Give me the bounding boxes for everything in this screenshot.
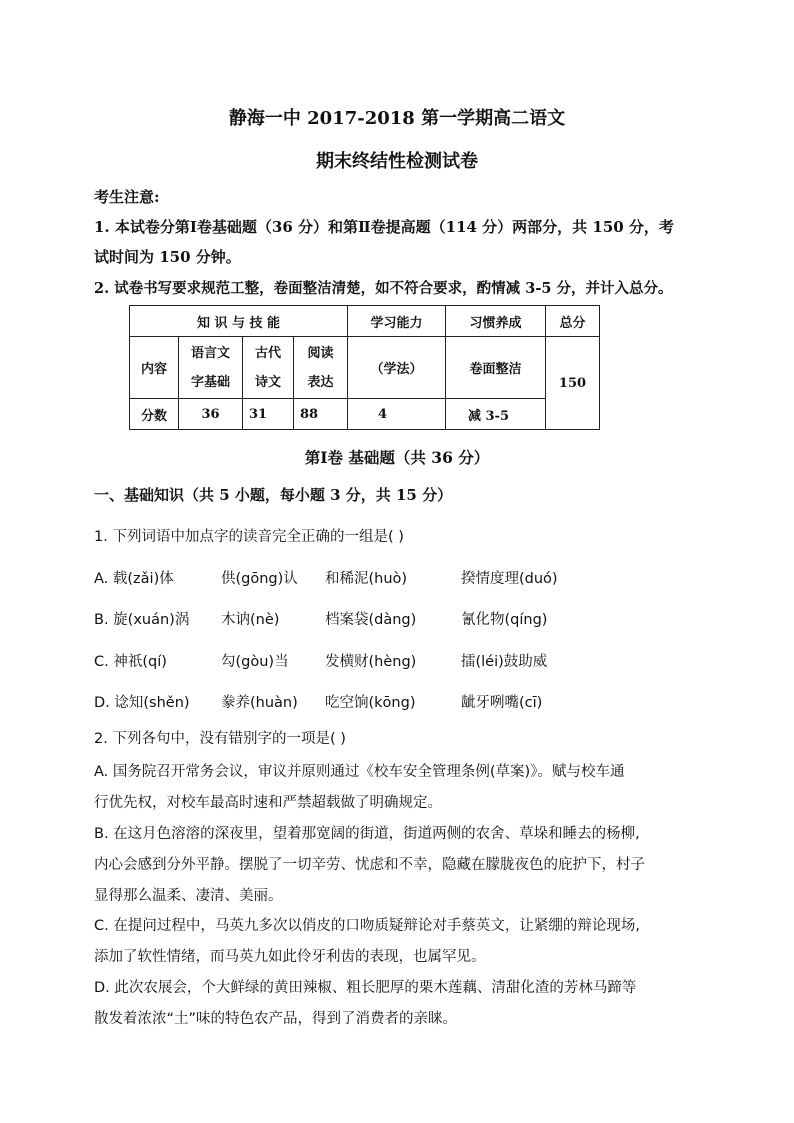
q1-d-item3: 吃空饷(kōng) <box>325 695 416 711</box>
header-total: 总分 <box>546 306 600 337</box>
part1-title: 一、基础知识（共 5 小题，每小题 3 分，共 15 分） <box>94 486 453 504</box>
content-reading-expression-line1: 阅读 <box>307 345 334 361</box>
score-language-basics: 36 <box>179 399 243 430</box>
q1-c-item3: 发横财(hèng) <box>325 654 417 670</box>
exam-title-line2: 期末终结性检测试卷 <box>316 151 478 172</box>
content-study-method: （学法） <box>348 337 446 399</box>
q2-c-line2: 添加了软性情绪，而马英九如此伶牙利齿的表现，也属罕见。 <box>94 949 486 965</box>
content-language-basics-line1: 语言文 <box>190 345 230 361</box>
content-reading-expression <box>294 337 348 399</box>
notice-item1-line1: 1. 本试卷分第Ⅰ卷基础题（36 分）和第Ⅱ卷提高题（114 分）两部分，共 150 分，考 <box>94 218 674 236</box>
row-label-content: 内容 <box>130 337 179 399</box>
q1-d-item1: D. 谂知(shěn) <box>94 695 190 711</box>
q1-b-item3: 档案袋(dàng) <box>325 612 417 628</box>
q1-a-item1: A. 载(zǎi)体 <box>94 571 174 587</box>
q1-b-item1: B. 旋(xuán)涡 <box>94 612 190 628</box>
score-classical-poetry: 31 <box>243 399 294 430</box>
row-label-score: 分数 <box>130 399 179 430</box>
score-neatness: 减 3-5 <box>446 399 546 430</box>
content-language-basics-line2: 字基础 <box>190 374 230 390</box>
header-knowledge: 知 识 与 技 能 <box>130 306 348 337</box>
q2-d-line1: D. 此次农展会，个大鲜绿的黄田辣椒、粗长肥厚的栗木莲藕、清甜化渣的芳林马蹄等 <box>94 980 637 996</box>
q1-a-item4: 揆情度理(duó) <box>461 571 558 587</box>
q1-d-item4: 龇牙咧嘴(cī) <box>461 695 543 711</box>
q1-c-item4: 擂(léi)鼓助威 <box>461 654 548 670</box>
q1-b-item2: 木讷(nè) <box>221 612 280 628</box>
q1-c-item2: 勾(gòu)当 <box>221 654 289 670</box>
content-neatness: 卷面整洁 <box>446 337 546 399</box>
total-score-value: 150 <box>546 337 600 430</box>
q1-a-item3: 和稀泥(huò) <box>325 571 408 587</box>
q2-b-line1: B. 在这月色溶溶的深夜里，望着那宽阔的街道，街道两侧的农舍、草垛和睡去的杨柳, <box>94 826 640 842</box>
q2-b-line3: 显得那么温柔、凄清、美丽。 <box>94 888 283 904</box>
content-classical-poetry <box>243 337 294 399</box>
content-reading-expression-line2: 表达 <box>307 374 334 390</box>
q2-stem: 2. 下列各句中，没有错别字的一项是( ) <box>94 731 346 747</box>
q2-a-line2: 行优先权，对校车最高时速和严禁超载做了明确规定。 <box>94 795 442 811</box>
exam-title-line1: 静海一中 2017-2018 第一学期高二语文 <box>228 108 566 129</box>
q1-b-item4: 氰化物(qíng) <box>461 612 548 628</box>
header-ability: 学习能力 <box>348 306 446 337</box>
notice-item2: 2. 试卷书写要求规范工整，卷面整洁清楚，如不符合要求，酌情减 3-5 分，并计入总分。 <box>94 280 673 297</box>
q2-d-line2: 散发着浓浓“土”味的特色农产品，得到了消费者的亲睐。 <box>94 1011 458 1027</box>
q2-c-line1: C. 在提问过程中，马英九多次以俏皮的口吻质疑辩论对手蔡英文，让紧绷的辩论现场, <box>94 918 640 934</box>
header-habit: 习惯养成 <box>446 306 546 337</box>
content-classical-poetry-line1: 古代 <box>254 345 281 361</box>
notice-item1-line2: 试时间为 150 分钟。 <box>94 248 241 266</box>
q2-a-line1: A. 国务院召开常务会议，审议并原则通过《校车安全管理条例(草案)》。赋与校车通 <box>94 764 625 780</box>
score-table <box>129 305 600 430</box>
q1-stem: 1. 下列词语中加点字的读音完全正确的一组是( ) <box>94 529 404 545</box>
section1-title: 第Ⅰ卷 基础题（共 36 分） <box>304 448 490 467</box>
q2-b-line2: 内心会感到分外平静。摆脱了一切辛劳、忧虑和不幸，隐藏在朦胧夜色的庇护下，村子 <box>94 857 645 873</box>
q1-c-item1: C. 神祇(qí) <box>94 654 167 670</box>
content-language-basics <box>179 337 243 399</box>
score-reading-expression: 88 <box>294 399 348 430</box>
content-classical-poetry-line2: 诗文 <box>254 374 281 390</box>
score-study-method: 4 <box>348 399 446 430</box>
q1-a-item2: 供(gōng)认 <box>221 571 298 587</box>
q1-d-item2: 豢养(huàn) <box>221 695 298 711</box>
notice-heading: 考生注意: <box>94 188 160 206</box>
